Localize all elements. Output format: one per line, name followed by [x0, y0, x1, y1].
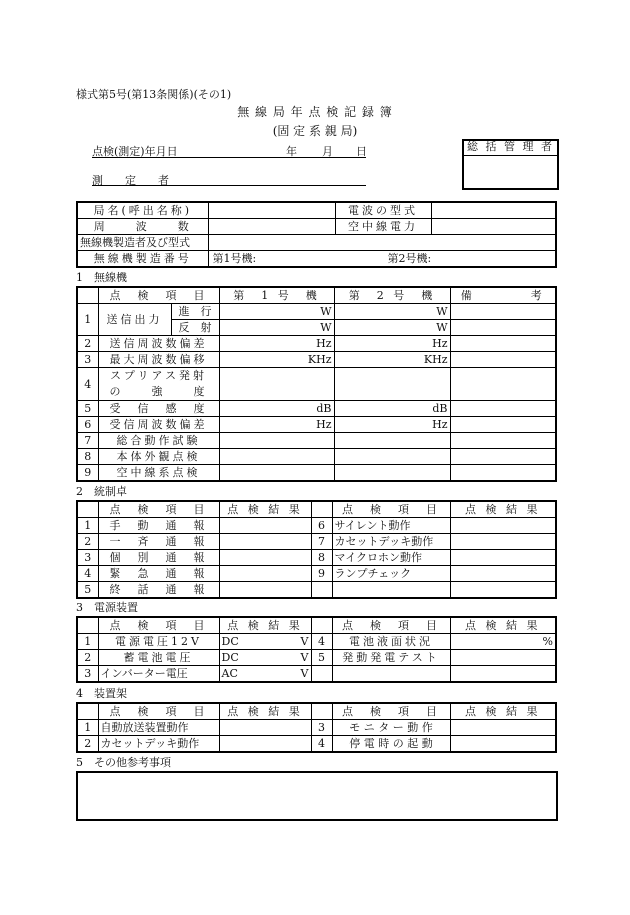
- frequency-label: 周 波 数: [77, 219, 208, 235]
- s4-row2-item-right: 停 電 時 の 起 動: [332, 736, 450, 753]
- s1-row9-remarks[interactable]: [450, 465, 556, 482]
- s1-row5-no: 5: [77, 401, 98, 417]
- s3-header-result-left: 点 検 結 果: [219, 617, 311, 634]
- s3-row2-no-left: 2: [77, 650, 98, 666]
- s3-row2-no-right: 5: [311, 650, 332, 666]
- s1-row2-item: 送信周波数偏差: [98, 336, 219, 352]
- s1-row7-item: 総合動作試験: [98, 433, 219, 449]
- s1-header-no: [77, 287, 98, 304]
- s4-row1-no-left: 1: [77, 720, 98, 736]
- s4-row2-result-left[interactable]: [219, 736, 311, 753]
- s2-row3-no-left: 3: [77, 550, 98, 566]
- s1-row5-unit2[interactable]: dB: [334, 401, 450, 417]
- s4-row2-no-left: 2: [77, 736, 98, 753]
- s3-row2-item-left: 蓄電池電圧: [98, 650, 219, 666]
- s3-row3-no-right: [311, 666, 332, 683]
- s2-header-no-left: [77, 501, 98, 518]
- s1-row6-item: 受信周波数偏差: [98, 417, 219, 433]
- s1-row2-no: 2: [77, 336, 98, 352]
- s2-row2-no-left: 2: [77, 534, 98, 550]
- s1-row1-sub-forward: 進 行: [171, 304, 219, 320]
- s2-header-item-left: 点 検 項 目: [98, 501, 219, 518]
- s3-row1-result-left[interactable]: [219, 634, 311, 650]
- section3-title: 3 電源装置: [76, 601, 138, 614]
- s2-row2-result-left[interactable]: [219, 534, 311, 550]
- s3-row3-result-unit: V: [300, 667, 309, 680]
- s3-row3-result-prefix: AC: [221, 667, 238, 680]
- s2-row5-result-left[interactable]: [219, 582, 311, 599]
- s2-row2-item-left: 一 斉 通 報: [98, 534, 219, 550]
- s1-row6-no: 6: [77, 417, 98, 433]
- manager-label: 総 括 管 理 者: [464, 139, 557, 156]
- s4-row2-item-left: カセットデッキ動作: [98, 736, 219, 753]
- manufacturer-field[interactable]: [208, 235, 556, 251]
- s2-row3-no-right: 8: [311, 550, 332, 566]
- section4-title: 4 装置架: [76, 687, 127, 700]
- form-subtitle: (固 定 系 親 局): [272, 124, 358, 138]
- s3-header-no-left: [77, 617, 98, 634]
- radio-equipment-table: [76, 286, 557, 482]
- s3-row3-no-left: 3: [77, 666, 98, 683]
- s1-header-unit2: 第 2 号 機: [334, 287, 450, 304]
- s4-header-item-right: 点 検 項 目: [332, 703, 450, 720]
- s4-row1-no-right: 3: [311, 720, 332, 736]
- s1-row7-remarks[interactable]: [450, 433, 556, 449]
- inspector-label: 測 定 者: [92, 174, 169, 187]
- s3-row1-result-prefix: DC: [221, 635, 239, 648]
- radio-type-field[interactable]: [431, 202, 556, 219]
- s1-row4-remarks[interactable]: [450, 368, 556, 401]
- s1-row1-no: 1: [77, 304, 98, 336]
- s2-header-item-right: 点 検 項 目: [332, 501, 450, 518]
- section5-title: 5 その他参考事項: [76, 756, 171, 769]
- form-number: 様式第5号(第13条関係)(その1): [76, 88, 232, 101]
- s1-row6-unit1[interactable]: Hz: [219, 417, 334, 433]
- s1-row7-unit1[interactable]: [219, 433, 334, 449]
- s4-header-no-right: [311, 703, 332, 720]
- year-label: 年: [286, 145, 297, 158]
- s1-row5-remarks[interactable]: [450, 401, 556, 417]
- s1-row2-remarks[interactable]: [450, 336, 556, 352]
- serial-field[interactable]: [208, 251, 556, 268]
- equipment-rack-table: [76, 702, 557, 753]
- s2-row3-item-right: マイクロホン動作: [332, 550, 450, 566]
- s3-row2-result-left[interactable]: [219, 650, 311, 666]
- section2-title: 2 統制卓: [76, 485, 127, 498]
- s4-header-result-right: 点 検 結 果: [450, 703, 556, 720]
- s1-row3-unit1[interactable]: KHz: [219, 352, 334, 368]
- s1-row9-unit2[interactable]: [334, 465, 450, 482]
- s4-row1-result-left[interactable]: [219, 720, 311, 736]
- s2-row3-result-left[interactable]: [219, 550, 311, 566]
- power-supply-table: [76, 616, 557, 683]
- s3-row1-no-right: 4: [311, 634, 332, 650]
- s1-row8-unit1[interactable]: [219, 449, 334, 465]
- s2-row1-no-right: 6: [311, 518, 332, 534]
- s1-row6-unit2[interactable]: Hz: [334, 417, 450, 433]
- s2-row5-no-left: 5: [77, 582, 98, 599]
- s3-row1-result-right[interactable]: %: [450, 634, 556, 650]
- s3-row3-result-right[interactable]: [450, 666, 556, 683]
- manufacturer-label: 無線機製造者及び型式: [77, 235, 208, 251]
- s4-row1-result-right[interactable]: [450, 720, 556, 736]
- s2-header-result-left: 点 検 結 果: [219, 501, 311, 518]
- section1-title: 1 無線機: [76, 271, 127, 284]
- station-name-label: 局名(呼出名称): [77, 202, 208, 219]
- s2-row4-no-right: 9: [311, 566, 332, 582]
- s1-row3-item: 最大周波数偏移: [98, 352, 219, 368]
- s2-row2-item-right: カセットデッキ動作: [332, 534, 450, 550]
- s1-row1a-unit1[interactable]: W: [219, 304, 334, 320]
- s1-row4-item-line2: の 強 度: [109, 385, 208, 398]
- s2-row2-result-right[interactable]: [450, 534, 556, 550]
- s3-row1-item-right: 電池液面状況: [332, 634, 450, 650]
- s2-row2-no-right: 7: [311, 534, 332, 550]
- s4-row2-no-right: 4: [311, 736, 332, 753]
- s3-row2-result-right[interactable]: [450, 650, 556, 666]
- s1-row2-unit2[interactable]: Hz: [334, 336, 450, 352]
- s1-row8-remarks[interactable]: [450, 449, 556, 465]
- s1-row3-unit2[interactable]: KHz: [334, 352, 450, 368]
- s2-row5-no-right: [311, 582, 332, 599]
- month-label: 月: [322, 145, 333, 158]
- date-underline: [92, 157, 366, 158]
- s1-row7-unit2[interactable]: [334, 433, 450, 449]
- s1-row4-item: [98, 368, 219, 401]
- s1-row3-remarks[interactable]: [450, 352, 556, 368]
- unit2-serial-label: 第2号機:: [387, 252, 432, 265]
- s1-row6-remarks[interactable]: [450, 417, 556, 433]
- s1-row4-no: 4: [77, 368, 98, 401]
- s2-row1-result-right[interactable]: [450, 518, 556, 534]
- manager-stamp-area[interactable]: [464, 157, 557, 186]
- s1-row9-unit1[interactable]: [219, 465, 334, 482]
- s2-row3-result-right[interactable]: [450, 550, 556, 566]
- antenna-power-label: 空中線電力: [335, 219, 431, 235]
- s3-row2-result-prefix: DC: [221, 651, 239, 664]
- s4-row2-result-right[interactable]: [450, 736, 556, 753]
- s2-row4-result-left[interactable]: [219, 566, 311, 582]
- s1-row9-no: 9: [77, 465, 98, 482]
- s2-row1-item-left: 手 動 通 報: [98, 518, 219, 534]
- s3-row3-item-left: インバーター電圧: [98, 666, 219, 683]
- s4-header-item-left: 点 検 項 目: [98, 703, 219, 720]
- s1-row2-unit1[interactable]: Hz: [219, 336, 334, 352]
- s3-row1-result-unit: V: [300, 635, 309, 648]
- s2-row4-item-right: ランプチェック: [332, 566, 450, 582]
- s2-row5-result-right[interactable]: [450, 582, 556, 599]
- s3-row2-result-unit: V: [300, 651, 309, 664]
- antenna-power-field[interactable]: [431, 219, 556, 235]
- inspector-signature-line[interactable]: [92, 185, 366, 186]
- s1-row9-item: 空中線系点検: [98, 465, 219, 482]
- frequency-field[interactable]: [208, 219, 335, 235]
- serial-label: 無線機製造番号: [77, 251, 208, 268]
- s1-row7-no: 7: [77, 433, 98, 449]
- s3-row3-item-right: [332, 666, 450, 683]
- day-label: 日: [356, 145, 367, 158]
- s1-row1a-unit2[interactable]: W: [334, 304, 450, 320]
- reference-notes-box[interactable]: [76, 771, 558, 821]
- s1-row5-item: 受 信 感 度: [98, 401, 219, 417]
- s4-header-no-left: [77, 703, 98, 720]
- s3-header-item-right: 点 検 項 目: [332, 617, 450, 634]
- s1-row3-no: 3: [77, 352, 98, 368]
- s4-row1-item-left: 自動放送装置動作: [98, 720, 219, 736]
- s1-row4-item-line1: スプリアス発射: [109, 369, 208, 382]
- s2-row4-no-left: 4: [77, 566, 98, 582]
- inspection-date-label: 点検(測定)年月日: [92, 145, 178, 158]
- s1-row1a-remarks[interactable]: [450, 304, 556, 320]
- radio-type-label: 電波の型式: [335, 202, 431, 219]
- unit1-serial-label: 第1号機:: [212, 252, 257, 265]
- s3-row3-result-left[interactable]: [219, 666, 311, 683]
- s2-row4-result-right[interactable]: [450, 566, 556, 582]
- station-name-field[interactable]: [208, 202, 335, 219]
- s1-row1b-remarks[interactable]: [450, 320, 556, 336]
- station-info-table: [76, 201, 557, 268]
- s3-row2-item-right: 発動発電テスト: [332, 650, 450, 666]
- s2-row5-item-right: [332, 582, 450, 599]
- s2-row5-item-left: 終 話 通 報: [98, 582, 219, 599]
- s2-row4-item-left: 緊 急 通 報: [98, 566, 219, 582]
- s1-row5-unit1[interactable]: dB: [219, 401, 334, 417]
- s2-row1-no-left: 1: [77, 518, 98, 534]
- s1-row1-sub-reflect: 反 射: [171, 320, 219, 336]
- s2-header-no-right: [311, 501, 332, 518]
- s1-row8-no: 8: [77, 449, 98, 465]
- s1-row1b-unit2[interactable]: W: [334, 320, 450, 336]
- s4-row1-item-right: モ ニ タ ー 動 作: [332, 720, 450, 736]
- s1-header-remarks: 備 考: [450, 287, 556, 304]
- s1-row8-unit2[interactable]: [334, 449, 450, 465]
- s2-row1-item-right: サイレント動作: [332, 518, 450, 534]
- s1-row8-item: 本体外観点検: [98, 449, 219, 465]
- s2-row3-item-left: 個 別 通 報: [98, 550, 219, 566]
- s1-row1-item: 送信出力: [98, 304, 171, 336]
- control-console-table: [76, 500, 557, 599]
- s4-header-result-left: 点 検 結 果: [219, 703, 311, 720]
- s3-header-result-right: 点 検 結 果: [450, 617, 556, 634]
- s3-header-item-left: 点 検 項 目: [98, 617, 219, 634]
- s2-header-result-right: 点 検 結 果: [450, 501, 556, 518]
- s3-row1-no-left: 1: [77, 634, 98, 650]
- s1-header-item: 点 検 項 目: [98, 287, 219, 304]
- s3-row1-item-left: 電源電圧12V: [98, 634, 219, 650]
- s1-row1b-unit1[interactable]: W: [219, 320, 334, 336]
- s3-header-no-right: [311, 617, 332, 634]
- form-title: 無 線 局 年 点 検 記 録 簿: [237, 105, 393, 119]
- s2-row1-result-left[interactable]: [219, 518, 311, 534]
- s1-header-unit1: 第 1 号 機: [219, 287, 334, 304]
- s1-row4-unit1[interactable]: [219, 368, 334, 401]
- s1-row4-unit2[interactable]: [334, 368, 450, 401]
